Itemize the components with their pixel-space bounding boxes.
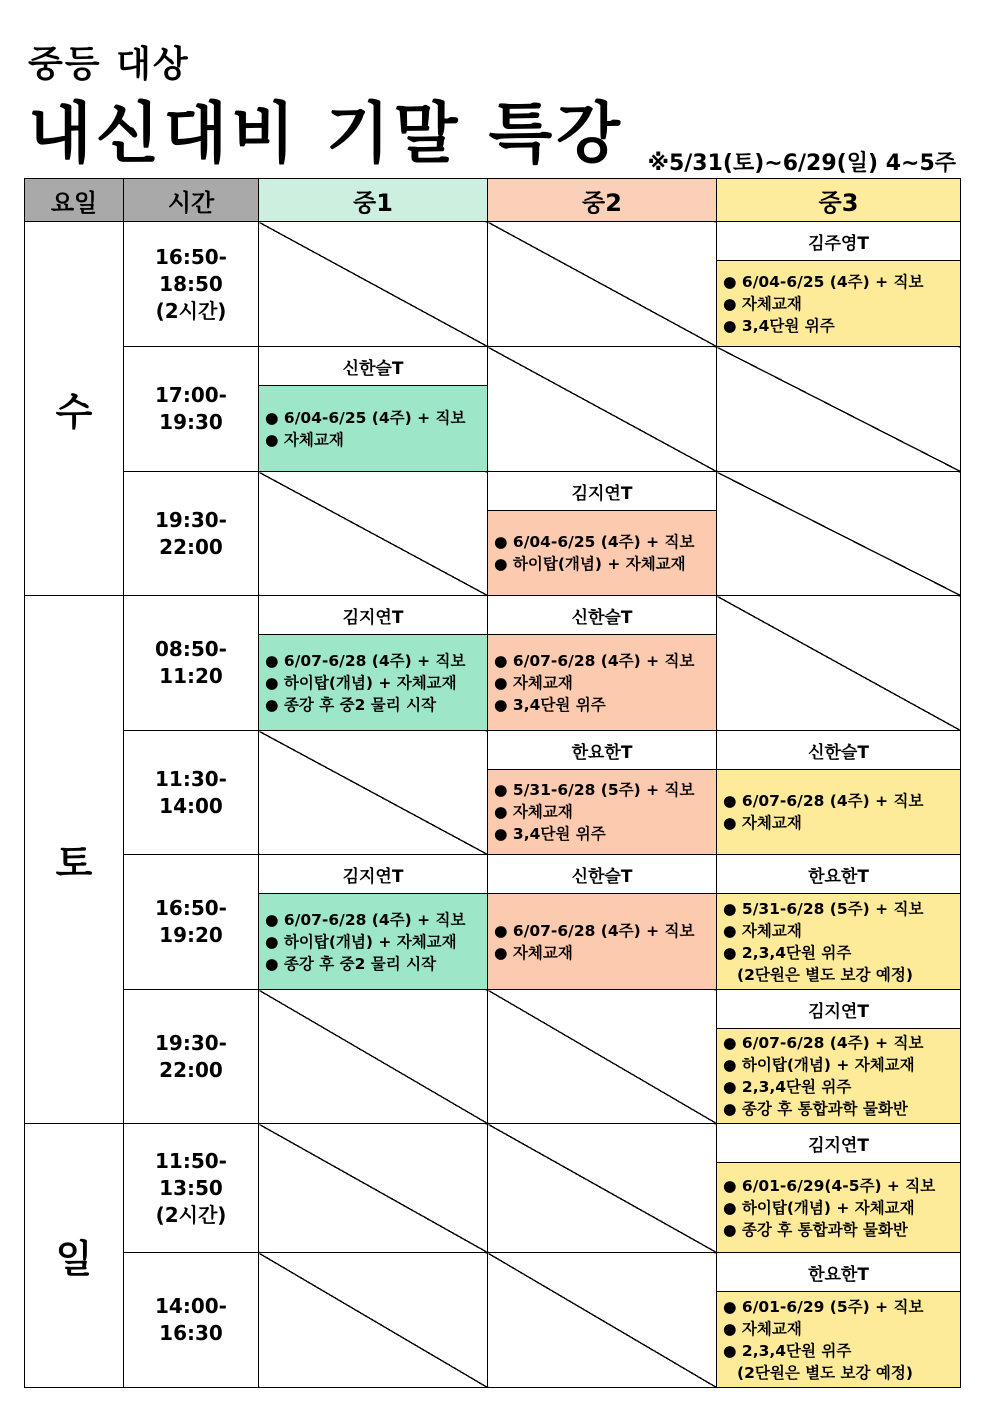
detail-line: ● 6/01-6/29 (5주) + 직보 (723, 1297, 924, 1316)
table-row (25, 990, 961, 1124)
class-details (259, 635, 487, 730)
time-text: 19:30-22:00 (155, 1030, 227, 1082)
class-cell (259, 855, 488, 990)
empty-slot (259, 731, 488, 855)
teacher-name: 한요한T (488, 731, 716, 770)
time-text: 16:50-19:20 (155, 896, 227, 947)
class-details (717, 770, 960, 854)
time-text: 11:30-14:00 (155, 766, 227, 818)
detail-line: ● 2,3,4단원 위주 (723, 1078, 852, 1096)
empty-slot (259, 1253, 488, 1388)
detail-line: ● 6/07-6/28 (4주) + 직보 (494, 651, 695, 670)
detail-line: ● 2,3,4단원 위주 (723, 943, 852, 962)
empty-slot (259, 1124, 488, 1253)
empty-slot (717, 472, 961, 596)
detail-line: ● 6/04-6/25 (4주) + 직보 (494, 533, 695, 551)
teacher-name: 한요한T (717, 1253, 960, 1292)
detail-line: ● 자체교재 (723, 1319, 802, 1338)
time-text: 17:00-19:30 (155, 383, 227, 434)
table-row (25, 347, 961, 472)
detail-line: ● 자체교재 (723, 814, 802, 832)
time-slot (124, 1253, 259, 1388)
class-details (488, 635, 716, 730)
detail-line: ● 6/01-6/29(4-5주) + 직보 (723, 1176, 936, 1195)
class-details (717, 1163, 960, 1252)
class-cell (488, 472, 717, 596)
detail-line: ● 종강 후 통합과학 물화반 (723, 1100, 908, 1118)
detail-line: ● 6/07-6/28 (4주) + 직보 (723, 792, 924, 810)
time-slot (124, 596, 259, 731)
col-header-grade1: 중1 (259, 179, 488, 222)
time-slot (124, 855, 259, 990)
class-details (717, 894, 960, 989)
detail-line: ● 6/07-6/28 (4주) + 직보 (723, 1034, 924, 1052)
teacher-name: 신한슬T (488, 855, 716, 894)
col-header-day: 요일 (25, 179, 124, 222)
detail-line: ● 6/07-6/28 (4주) + 직보 (265, 910, 466, 929)
empty-slot (259, 472, 488, 596)
teacher-name: 신한슬T (717, 731, 960, 770)
schedule-body (25, 222, 961, 1388)
page-subtitle: 중등 대상 (28, 44, 190, 85)
class-details (717, 261, 960, 346)
table-row (25, 222, 961, 347)
schedule-table (24, 178, 961, 1388)
table-row (25, 596, 961, 731)
teacher-name: 신한슬T (488, 596, 716, 635)
time-text: 14:00-16:30 (155, 1294, 227, 1345)
teacher-name: 김지연T (259, 596, 487, 635)
class-details (259, 894, 487, 989)
day-sat: 토 (25, 596, 124, 1124)
col-header-grade2: 중2 (488, 179, 717, 222)
period-note: ※5/31(토)~6/29(일) 4~5주 (647, 151, 956, 176)
class-cell (717, 1253, 961, 1388)
class-cell (717, 222, 961, 347)
teacher-name: 김지연T (717, 990, 960, 1029)
detail-line: ● 자체교재 (265, 430, 344, 449)
detail-line: ● 5/31-6/28 (5주) + 직보 (494, 781, 695, 799)
detail-line: ● 자체교재 (494, 943, 573, 962)
time-slot (124, 222, 259, 347)
empty-slot (488, 222, 717, 347)
time-text: (2시간) (155, 1202, 227, 1227)
detail-line: ● 종강 후 중2 물리 시작 (265, 954, 437, 973)
time-text: 16:50-18:50 (155, 244, 227, 296)
time-slot (124, 1124, 259, 1253)
class-details (488, 770, 716, 854)
detail-line: ● 자체교재 (494, 673, 573, 692)
class-cell (717, 855, 961, 990)
time-slot (124, 990, 259, 1124)
time-text: 19:30-22:00 (155, 507, 227, 559)
empty-slot (259, 222, 488, 347)
detail-line: (2단원은 별도 보강 예정) (737, 1363, 913, 1382)
class-details (717, 1292, 960, 1387)
detail-line: ● 5/31-6/28 (5주) + 직보 (723, 899, 924, 918)
class-cell (488, 731, 717, 855)
col-header-grade3: 중3 (717, 179, 961, 222)
detail-line: ● 3,4단원 위주 (494, 825, 606, 843)
empty-slot (717, 347, 961, 472)
time-slot (124, 731, 259, 855)
detail-line: ● 2,3,4단원 위주 (723, 1341, 852, 1360)
class-details (488, 894, 716, 989)
detail-line: ● 3,4단원 위주 (723, 316, 835, 335)
empty-slot (488, 990, 717, 1124)
header-row (25, 179, 961, 222)
teacher-name: 한요한T (717, 855, 960, 894)
time-text: (2시간) (155, 298, 227, 323)
empty-slot (488, 1253, 717, 1388)
time-slot (124, 472, 259, 596)
teacher-name: 김지연T (259, 855, 487, 894)
detail-line: ● 6/07-6/28 (4주) + 직보 (494, 921, 695, 940)
detail-line: ● 종강 후 통합과학 물화반 (723, 1220, 908, 1239)
detail-line: ● 하이탑(개념) + 자체교재 (265, 673, 457, 692)
class-details (259, 386, 487, 471)
detail-line: ● 6/04-6/25 (4주) + 직보 (723, 272, 924, 291)
day-wed: 수 (25, 222, 124, 596)
detail-line: ● 하이탑(개념) + 자체교재 (723, 1056, 915, 1074)
empty-slot (717, 596, 961, 731)
teacher-name: 김지연T (717, 1124, 960, 1163)
detail-line: ● 하이탑(개념) + 자체교재 (494, 555, 686, 573)
teacher-name: 김지연T (488, 472, 716, 511)
col-header-time: 시간 (124, 179, 259, 222)
detail-line: ● 자체교재 (723, 921, 802, 940)
detail-line: ● 6/07-6/28 (4주) + 직보 (265, 651, 466, 670)
class-details (488, 511, 716, 595)
table-row (25, 855, 961, 990)
time-slot (124, 347, 259, 472)
class-cell (259, 347, 488, 472)
empty-slot (259, 990, 488, 1124)
empty-slot (488, 1124, 717, 1253)
empty-slot (488, 347, 717, 472)
time-text: 08:50-11:20 (155, 637, 227, 688)
table-row (25, 731, 961, 855)
class-details (717, 1029, 960, 1123)
detail-line: (2단원은 별도 보강 예정) (737, 965, 913, 984)
teacher-name: 김주영T (717, 222, 960, 261)
table-row (25, 1124, 961, 1253)
detail-line: ● 자체교재 (723, 294, 802, 313)
table-row (25, 472, 961, 596)
class-cell (717, 990, 961, 1124)
class-cell (717, 1124, 961, 1253)
detail-line: ● 종강 후 중2 물리 시작 (265, 695, 437, 714)
detail-line: ● 자체교재 (494, 803, 573, 821)
detail-line: ● 3,4단원 위주 (494, 695, 606, 714)
page-title: 내신대비 기말 특강 (28, 95, 625, 172)
detail-line: ● 하이탑(개념) + 자체교재 (723, 1198, 915, 1217)
class-cell (259, 596, 488, 731)
day-sun: 일 (25, 1124, 124, 1388)
detail-line: ● 하이탑(개념) + 자체교재 (265, 932, 457, 951)
class-cell (717, 731, 961, 855)
class-cell (488, 855, 717, 990)
table-row (25, 1253, 961, 1388)
time-text: 11:50-13:50 (155, 1148, 227, 1200)
class-cell (488, 596, 717, 731)
teacher-name: 신한슬T (259, 347, 487, 386)
detail-line: ● 6/04-6/25 (4주) + 직보 (265, 408, 466, 427)
